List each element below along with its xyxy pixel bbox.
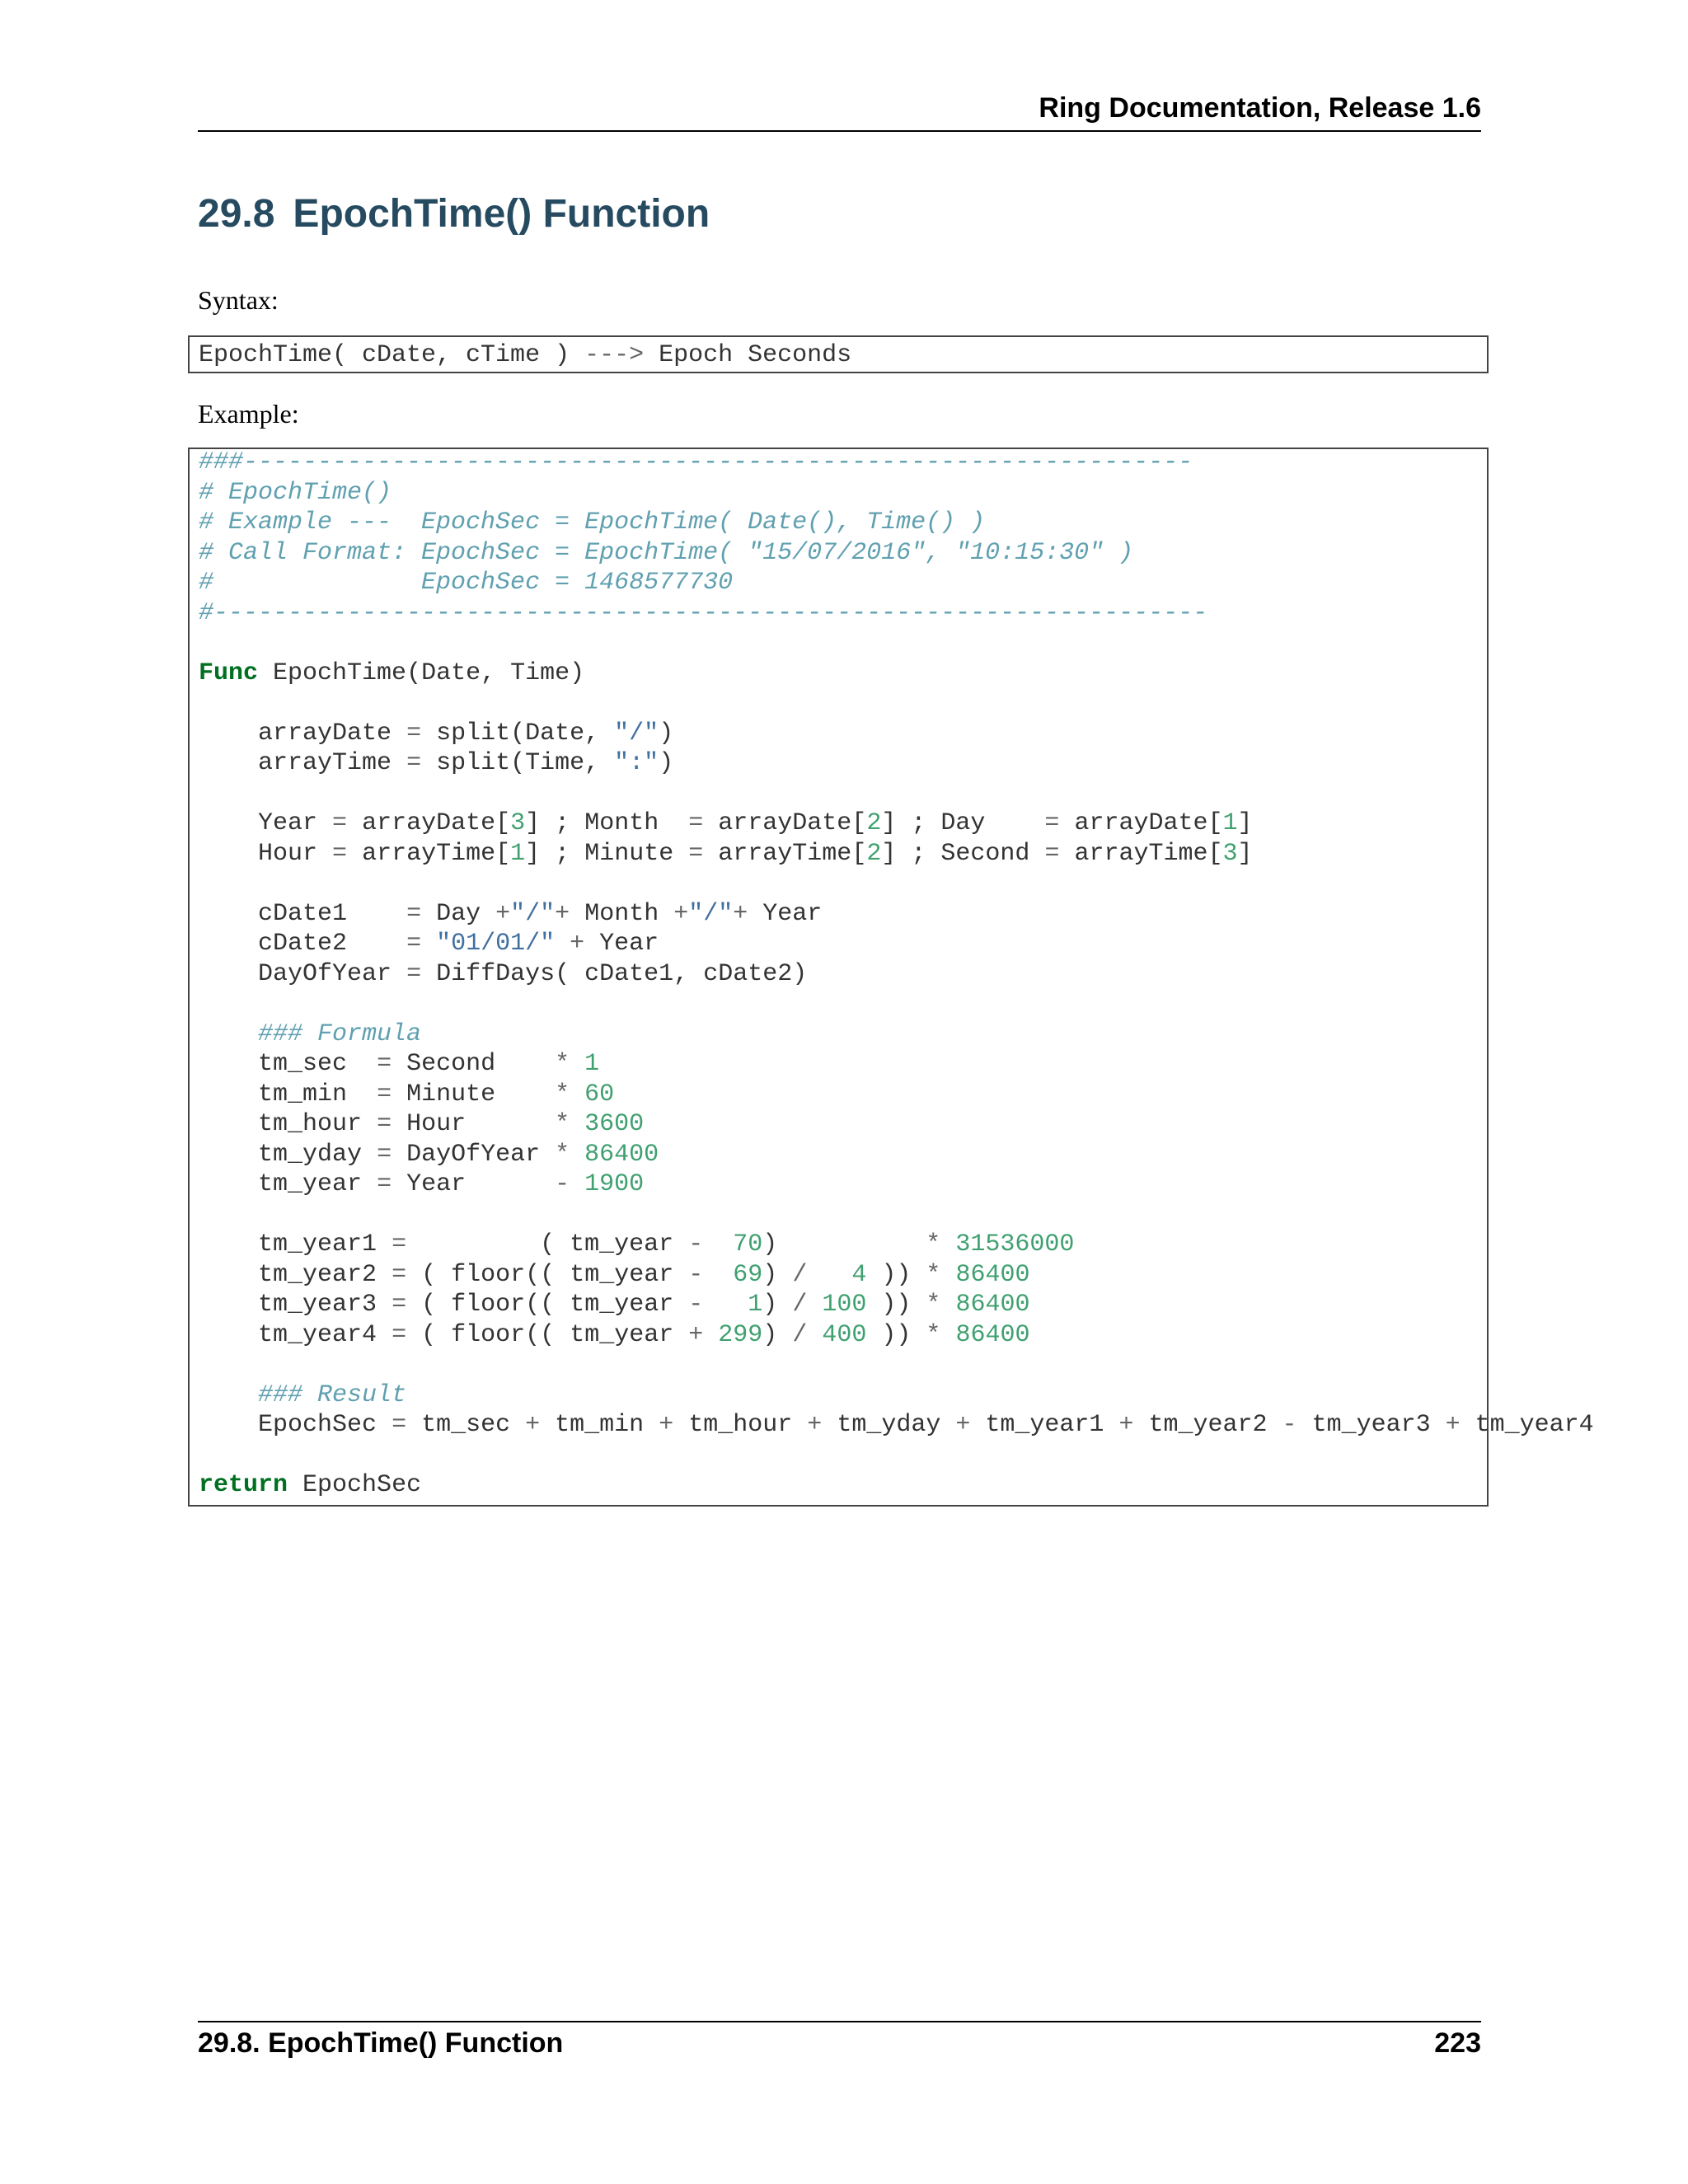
code-line: tm_year1 = ( tm_year - 70) * 31536000: [258, 1230, 1075, 1258]
section-title: EpochTime() Function: [293, 192, 710, 236]
syntax-code-result: Epoch Seconds: [644, 341, 852, 369]
code-line: arrayTime = split(Time, ":"): [258, 749, 674, 777]
code-line: # EpochTime(): [199, 478, 392, 507]
section-heading: [198, 191, 710, 237]
syntax-label: Syntax:: [198, 285, 279, 315]
footer-rule: [198, 2021, 1481, 2022]
code-line: tm_year2 = ( floor(( tm_year - 69) / 4 )) * 86400: [258, 1260, 1030, 1289]
page-number: 223: [1434, 2027, 1481, 2059]
example-code: [190, 448, 1594, 1501]
code-line: return EpochSec: [199, 1471, 422, 1499]
syntax-code-call: EpochTime( cDate, cTime ): [199, 341, 585, 369]
code-line: ### Result: [258, 1380, 407, 1409]
section-number: 29.8: [198, 192, 275, 236]
code-line: EpochSec = tm_sec + tm_min + tm_hour + tm_yday + tm_year1 + tm_year2 - tm_year3 + tm_year4: [258, 1411, 1594, 1439]
code-line: Year = arrayDate[3] ; Month = arrayDate[2] ; Day = arrayDate[1]: [258, 809, 1253, 837]
code-line: # Example --- EpochSec = EpochTime( Date(), Time() ): [199, 509, 986, 537]
syntax-code-arrow: --->: [584, 341, 645, 369]
code-line: Hour = arrayTime[1] ; Minute = arrayTime[2] ; Second = arrayTime[3]: [258, 839, 1253, 868]
running-header: Ring Documentation, Release 1.6: [1039, 92, 1481, 124]
code-line: tm_sec = Second * 1: [258, 1050, 600, 1078]
code-line: tm_year4 = ( floor(( tm_year + 299) / 400 )) * 86400: [258, 1320, 1030, 1349]
code-line: cDate2 = "01/01/" + Year: [258, 930, 659, 958]
code-line: tm_year3 = ( floor(( tm_year - 1) / 100 )) * 86400: [258, 1291, 1030, 1319]
code-line: ### Formula: [258, 1019, 422, 1048]
code-line: arrayDate = split(Date, "/"): [258, 719, 674, 748]
syntax-code-block: [188, 335, 1489, 373]
code-line: tm_hour = Hour * 3600: [258, 1110, 645, 1138]
code-line: ###----------------------------------------------------------------: [199, 448, 1193, 476]
code-line: # Call Format: EpochSec = EpochTime( "15/07/2016", "10:15:30" ): [199, 538, 1134, 567]
code-line: tm_year = Year - 1900: [258, 1170, 645, 1198]
code-line: tm_yday = DayOfYear * 86400: [258, 1140, 659, 1169]
example-label: Example:: [198, 399, 299, 429]
code-line: # EpochSec = 1468577730: [199, 569, 734, 597]
code-line: #-------------------------------------------------------------------: [199, 598, 1208, 627]
code-line: tm_min = Minute * 60: [258, 1080, 615, 1108]
syntax-code: [190, 337, 1487, 371]
header-rule: [198, 130, 1481, 132]
footer-section-label: 29.8. EpochTime() Function: [198, 2027, 564, 2059]
code-line: DayOfYear = DiffDays( cDate1, cDate2): [258, 959, 808, 988]
example-code-block: [188, 448, 1594, 1507]
code-line: Func EpochTime(Date, Time): [199, 658, 585, 687]
code-line: cDate1 = Day +"/"+ Month +"/"+ Year: [258, 899, 823, 928]
